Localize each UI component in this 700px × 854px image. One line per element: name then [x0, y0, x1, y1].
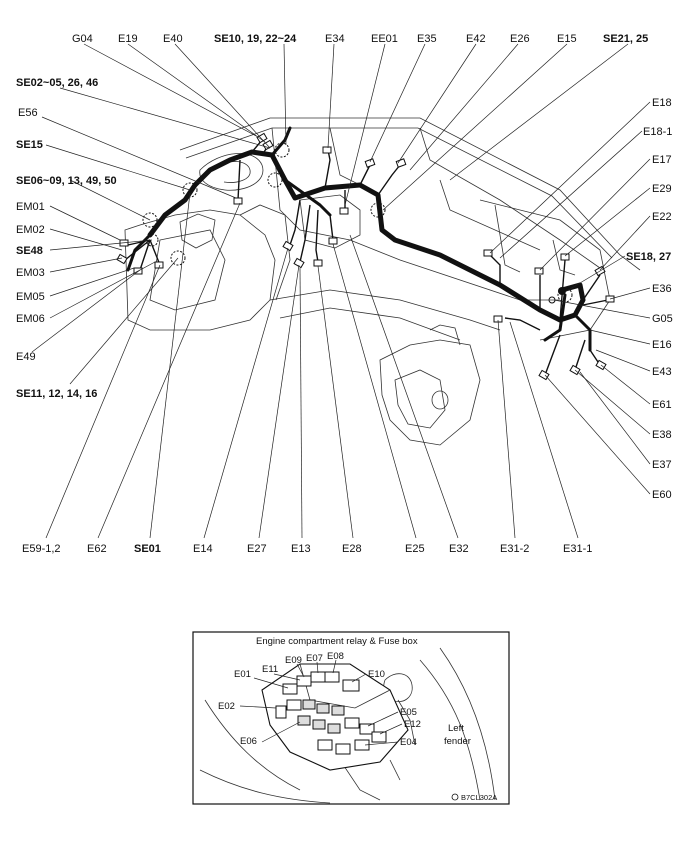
label-e43: E43 [652, 366, 672, 378]
label-e56: E56 [18, 107, 38, 119]
label-em03: EM03 [16, 267, 45, 279]
label-e22: E22 [652, 211, 672, 223]
label-se11: SE11, 12, 14, 16 [16, 388, 98, 400]
inset-label-e02: E02 [218, 701, 235, 712]
label-e19: E19 [118, 33, 138, 45]
label-em02: EM02 [16, 224, 45, 236]
inset-label-e11: E11 [262, 664, 279, 675]
label-e61: E61 [652, 399, 672, 411]
label-e17: E17 [652, 154, 672, 166]
label-e40: E40 [163, 33, 183, 45]
inset-title: Engine compartment relay & Fuse box [256, 636, 418, 647]
label-e49: E49 [16, 351, 36, 363]
inset-label-e12: E12 [404, 719, 421, 730]
label-se18: SE18, 27 [626, 251, 672, 263]
inset-label-e01: E01 [234, 669, 251, 680]
label-e32: E32 [449, 543, 469, 555]
inset-label-e09: E09 [285, 655, 302, 666]
label-e59: E59-1,2 [22, 543, 61, 555]
label-e62: E62 [87, 543, 107, 555]
label-e29: E29 [652, 183, 672, 195]
label-se21: SE21, 25 [603, 33, 649, 45]
label-se15: SE15 [16, 139, 43, 151]
inset-label-e05: E05 [400, 707, 417, 718]
label-e18-1: E18-1 [643, 126, 673, 138]
connectors [117, 133, 614, 379]
label-em05: EM05 [16, 291, 45, 303]
label-se02: SE02~05, 26, 46 [16, 77, 99, 89]
label-se06: SE06~09, 13, 49, 50 [16, 175, 117, 187]
label-e31-2: E31-2 [500, 543, 530, 555]
label-em06: EM06 [16, 313, 45, 325]
inset-label-e10: E10 [368, 669, 385, 680]
label-e60: E60 [652, 489, 672, 501]
label-g04: G04 [72, 33, 93, 45]
label-e16: E16 [652, 339, 672, 351]
label-e14: E14 [193, 543, 213, 555]
label-e18: E18 [652, 97, 672, 109]
label-ee01: EE01 [371, 33, 398, 45]
inset-label-e06: E06 [240, 736, 257, 747]
label-e27: E27 [247, 543, 267, 555]
label-se48: SE48 [16, 245, 43, 257]
label-e25: E25 [405, 543, 425, 555]
label-se01: SE01 [134, 543, 161, 555]
label-e13: E13 [291, 543, 311, 555]
inset-label-e07: E07 [306, 653, 323, 664]
label-e34: E34 [325, 33, 345, 45]
label-se10: SE10, 19, 22~24 [214, 33, 297, 45]
label-e28: E28 [342, 543, 362, 555]
inset-label-e08: E08 [327, 651, 344, 662]
label-e35: E35 [417, 33, 437, 45]
label-e38: E38 [652, 429, 672, 441]
figure-code: B7CL302A [461, 793, 498, 802]
label-e37: E37 [652, 459, 672, 471]
splice-markers [143, 143, 572, 302]
label-e15: E15 [557, 33, 577, 45]
inset-label-e04: E04 [400, 737, 417, 748]
label-e31-1: E31-1 [563, 543, 593, 555]
inset-fender-label-1: Left [448, 723, 464, 734]
branch-wires [125, 140, 608, 375]
label-e26: E26 [510, 33, 530, 45]
label-e42: E42 [466, 33, 486, 45]
label-em01: EM01 [16, 201, 45, 213]
inset-fender-label-2: fender [444, 736, 471, 747]
label-e36: E36 [652, 283, 672, 295]
relay-fuse-box-inset [193, 632, 509, 804]
label-g05: G05 [652, 313, 673, 325]
main-harness [128, 128, 590, 350]
